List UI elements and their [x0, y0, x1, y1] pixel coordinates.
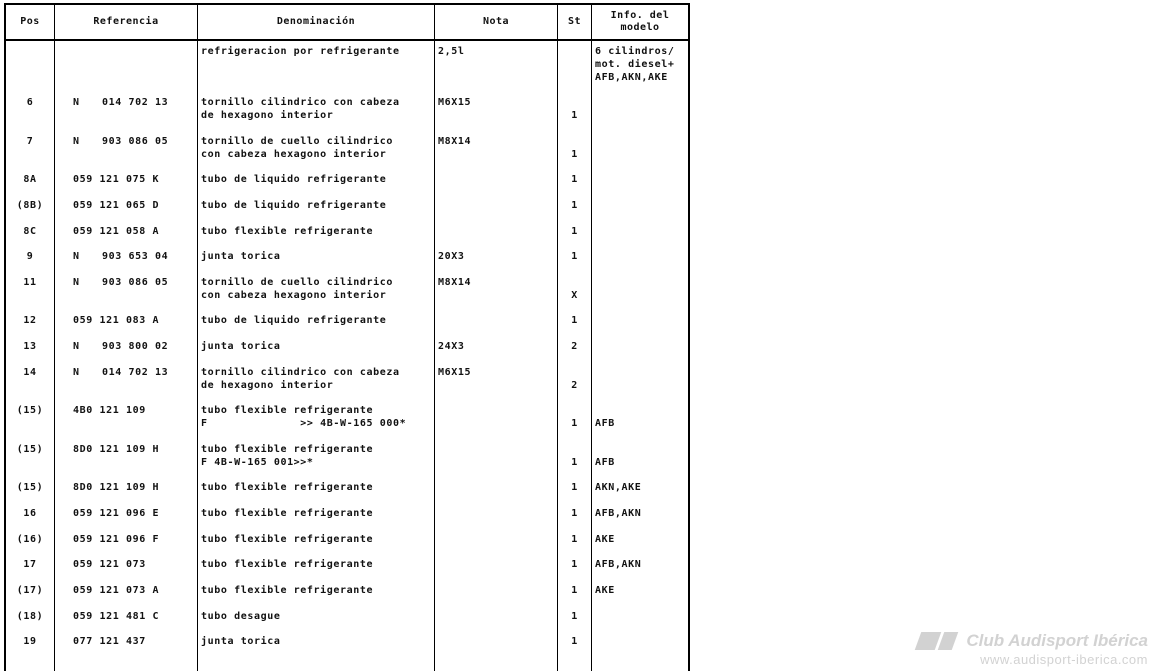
row-2-nota: M6X15 — [438, 97, 472, 108]
row-7-ref-b: 903 653 04 — [102, 251, 169, 262]
row-1-denom: refrigeracion por refrigerante — [201, 46, 400, 57]
column-divider — [591, 5, 592, 671]
row-13-ref-a: 8D0 121 109 H — [73, 444, 160, 455]
row-6-pos: 8C — [23, 226, 37, 237]
row-12-ref-a: 4B0 121 109 — [73, 405, 146, 416]
row-7-pos: 9 — [26, 251, 34, 262]
row-18-pos: (17) — [16, 585, 44, 596]
row-12-denom: tubo flexible refrigerante F >> 4B-W-165 000* — [201, 405, 407, 429]
row-17-info: AFB,AKN — [595, 559, 642, 570]
row-17-pos: 17 — [23, 559, 37, 570]
row-14-denom: tubo flexible refrigerante — [201, 482, 374, 493]
row-7-ref-a: N — [73, 251, 80, 262]
row-13-pos: (15) — [16, 444, 44, 455]
row-2-ref-b: 014 702 13 — [102, 97, 169, 108]
row-3-pos: 7 — [26, 136, 34, 147]
row-10-ref-a: N — [73, 341, 80, 352]
row-6-ref-a: 059 121 058 A — [73, 226, 160, 237]
row-15-st: 1 — [571, 508, 578, 519]
row-8-ref-a: N — [73, 277, 80, 288]
watermark-title: Club Audisport Ibérica — [966, 631, 1148, 650]
column-divider — [197, 5, 198, 671]
header-st: St — [567, 16, 582, 27]
row-15-pos: 16 — [23, 508, 37, 519]
row-20-pos: 19 — [23, 636, 37, 647]
column-divider — [54, 5, 55, 671]
row-15-info: AFB,AKN — [595, 508, 642, 519]
parts-table — [4, 3, 690, 671]
row-19-denom: tubo desague — [201, 611, 281, 622]
row-19-pos: (18) — [16, 611, 44, 622]
row-2-denom: tornillo cilindrico con cabeza de hexagono interior — [201, 97, 400, 121]
row-12-st: 1 — [571, 418, 578, 429]
row-4-st: 1 — [571, 174, 578, 185]
row-7-nota: 20X3 — [438, 251, 465, 262]
row-4-ref-a: 059 121 075 K — [73, 174, 160, 185]
row-11-pos: 14 — [23, 367, 37, 378]
row-8-denom: tornillo de cuello cilindrico con cabeza hexagono interior — [201, 277, 393, 301]
row-18-info: AKE — [595, 585, 615, 596]
row-2-st: 1 — [571, 110, 578, 121]
row-18-st: 1 — [571, 585, 578, 596]
row-19-ref-a: 059 121 481 C — [73, 611, 160, 622]
row-17-st: 1 — [571, 559, 578, 570]
row-14-st: 1 — [571, 482, 578, 493]
row-16-denom: tubo flexible refrigerante — [201, 534, 374, 545]
row-14-info: AKN,AKE — [595, 482, 642, 493]
row-4-pos: 8A — [23, 174, 37, 185]
row-3-ref-b: 903 086 05 — [102, 136, 169, 147]
header-referencia: Referencia — [93, 16, 159, 27]
row-14-ref-a: 8D0 121 109 H — [73, 482, 160, 493]
column-divider — [434, 5, 435, 671]
row-11-ref-a: N — [73, 367, 80, 378]
row-11-nota: M6X15 — [438, 367, 472, 378]
row-10-nota: 24X3 — [438, 341, 465, 352]
row-7-st: 1 — [571, 251, 578, 262]
row-9-ref-a: 059 121 083 A — [73, 315, 160, 326]
row-13-info: AFB — [595, 457, 615, 468]
row-3-denom: tornillo de cuello cilindrico con cabeza hexagono interior — [201, 136, 393, 160]
row-5-st: 1 — [571, 200, 578, 211]
row-19-st: 1 — [571, 611, 578, 622]
row-8-pos: 11 — [23, 277, 37, 288]
row-17-denom: tubo flexible refrigerante — [201, 559, 374, 570]
row-16-st: 1 — [571, 534, 578, 545]
row-16-ref-a: 059 121 096 F — [73, 534, 160, 545]
row-9-denom: tubo de liquido refrigerante — [201, 315, 387, 326]
row-10-ref-b: 903 800 02 — [102, 341, 169, 352]
header-nota: Nota — [482, 16, 510, 27]
row-10-st: 2 — [571, 341, 578, 352]
row-14-pos: (15) — [16, 482, 44, 493]
column-divider — [557, 5, 558, 671]
row-20-st: 1 — [571, 636, 578, 647]
row-20-denom: junta torica — [201, 636, 281, 647]
row-1-nota: 2,5l — [438, 46, 465, 57]
club-logo-icon — [914, 632, 960, 650]
row-3-st: 1 — [571, 149, 578, 160]
row-8-st: X — [571, 290, 578, 301]
header-pos: Pos — [20, 16, 40, 27]
row-20-ref-a: 077 121 437 — [73, 636, 146, 647]
header-denominacion: Denominación — [276, 16, 356, 27]
row-3-nota: M8X14 — [438, 136, 472, 147]
row-5-ref-a: 059 121 065 D — [73, 200, 160, 211]
row-8-ref-b: 903 086 05 — [102, 277, 169, 288]
row-9-pos: 12 — [23, 315, 37, 326]
row-16-info: AKE — [595, 534, 615, 545]
row-6-denom: tubo flexible refrigerante — [201, 226, 374, 237]
row-11-ref-b: 014 702 13 — [102, 367, 169, 378]
row-13-denom: tubo flexible refrigerante F 4B-W-165 001>>* — [201, 444, 374, 468]
row-7-denom: junta torica — [201, 251, 281, 262]
header-divider — [6, 39, 688, 41]
row-15-denom: tubo flexible refrigerante — [201, 508, 374, 519]
row-3-ref-a: N — [73, 136, 80, 147]
row-8-nota: M8X14 — [438, 277, 472, 288]
row-1-info: 6 cilindros/ mot. diesel+ AFB,AKN,AKE — [595, 46, 675, 83]
watermark — [914, 631, 1148, 667]
watermark-url: www.audisport-iberica.com — [980, 652, 1148, 667]
row-17-ref-a: 059 121 073 — [73, 559, 146, 570]
row-2-ref-a: N — [73, 97, 80, 108]
row-16-pos: (16) — [16, 534, 44, 545]
row-10-denom: junta torica — [201, 341, 281, 352]
header-info: Info. del modelo — [610, 10, 670, 33]
row-11-st: 2 — [571, 380, 578, 391]
row-11-denom: tornillo cilindrico con cabeza de hexagono interior — [201, 367, 400, 391]
row-13-st: 1 — [571, 457, 578, 468]
row-5-denom: tubo de liquido refrigerante — [201, 200, 387, 211]
row-6-st: 1 — [571, 226, 578, 237]
row-12-info: AFB — [595, 418, 615, 429]
row-12-pos: (15) — [16, 405, 44, 416]
row-4-denom: tubo de liquido refrigerante — [201, 174, 387, 185]
row-2-pos: 6 — [26, 97, 34, 108]
row-18-denom: tubo flexible refrigerante — [201, 585, 374, 596]
row-18-ref-a: 059 121 073 A — [73, 585, 160, 596]
row-9-st: 1 — [571, 315, 578, 326]
row-15-ref-a: 059 121 096 E — [73, 508, 160, 519]
row-5-pos: (8B) — [16, 200, 44, 211]
row-10-pos: 13 — [23, 341, 37, 352]
